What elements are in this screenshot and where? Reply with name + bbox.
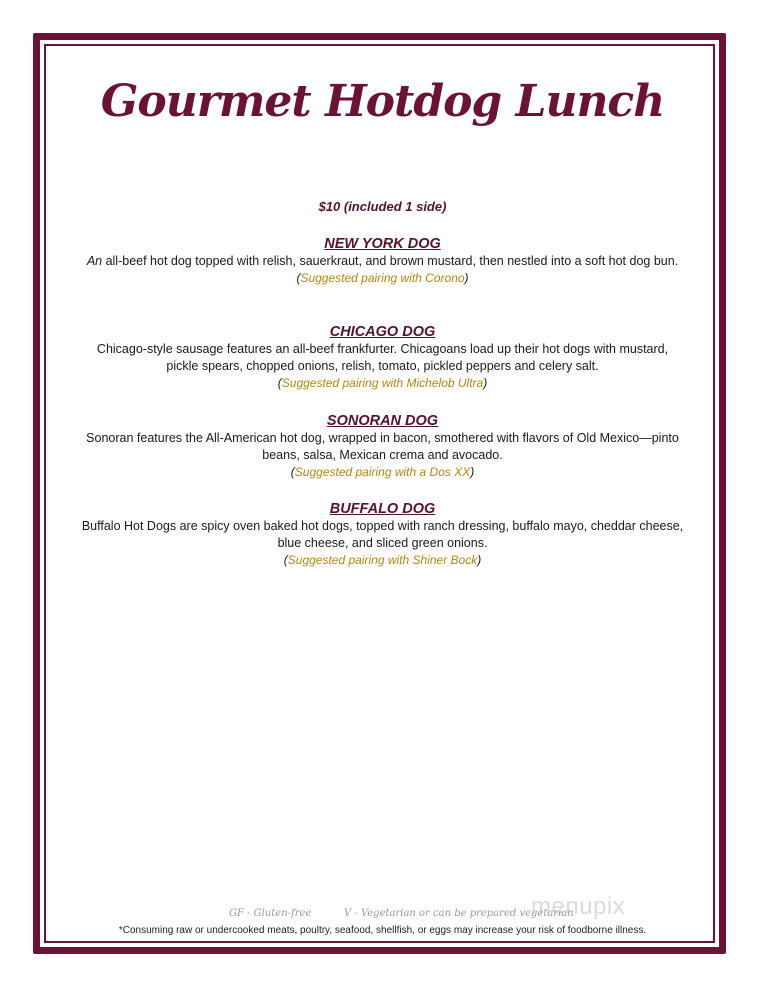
menu-title: Gourmet Hotdog Lunch <box>100 76 665 127</box>
menu-item-description-text: all-beef hot dog topped with relish, sauerkraut, and brown mustard, then nestled into a soft hot dog bun. <box>102 254 679 268</box>
menu-item-pairing: (Suggested pairing with Corono) <box>296 271 469 285</box>
menu-border-inner <box>44 44 715 943</box>
menu-item-name: BUFFALO DOG <box>329 501 436 517</box>
menu-item-chicago-dog <box>80 323 685 392</box>
menu-item-name: NEW YORK DOG <box>324 236 441 252</box>
menu-item-pairing-text: Suggested pairing with Michelob Ultra <box>281 376 484 390</box>
menu-price: $10 (included 1 side) <box>318 199 447 214</box>
menu-item-buffalo-dog <box>80 500 685 569</box>
menu-item-description-lead: An <box>86 254 103 268</box>
menu-item-pairing-text: Suggested pairing with Corono <box>300 271 465 285</box>
menu-item-sonoran-dog <box>80 412 685 481</box>
menu-item-name: CHICAGO DOG <box>329 324 436 340</box>
menu-item-pairing-text: Suggested pairing with a Dos XX <box>294 465 471 479</box>
legend-gluten-free: GF - Gluten-free <box>229 908 312 919</box>
menu-item-new-york-dog <box>80 235 685 287</box>
legend-vegetarian: V - Vegetarian or can be prepared vegetarian <box>344 908 574 919</box>
menu-item-pairing-text: Suggested pairing with Shiner Bock <box>287 553 478 567</box>
food-safety-disclaimer: *Consuming raw or undercooked meats, poultry, seafood, shellfish, or eggs may increase your risk of foodborne illness. <box>118 925 647 936</box>
menu-item-pairing: (Suggested pairing with Michelob Ultra) <box>277 376 488 390</box>
menu-item-pairing: (Suggested pairing with a Dos XX) <box>290 465 475 479</box>
menu-item-description: Buffalo Hot Dogs are spicy oven baked hot dogs, topped with ranch dressing, buffalo mayo, cheddar cheese, blue cheese, and sliced green onions. <box>81 519 684 550</box>
menupix-watermark: menupix <box>531 893 626 920</box>
menu-item-description: Sonoran features the All-American hot dog, wrapped in bacon, smothered with flavors of Old Mexico—pinto beans, salsa, Mexican crema and avocado. <box>86 431 679 462</box>
menu-item-description <box>80 253 685 270</box>
menu-item-description: Chicago-style sausage features an all-beef frankfurter. Chicagoans load up their hot dogs with mustard, pickle spears, chopped onions, relish, tomato, pickled peppers and celery salt. <box>96 342 669 373</box>
menu-item-pairing: (Suggested pairing with Shiner Bock) <box>283 553 482 567</box>
menu-item-name: SONORAN DOG <box>326 413 439 429</box>
